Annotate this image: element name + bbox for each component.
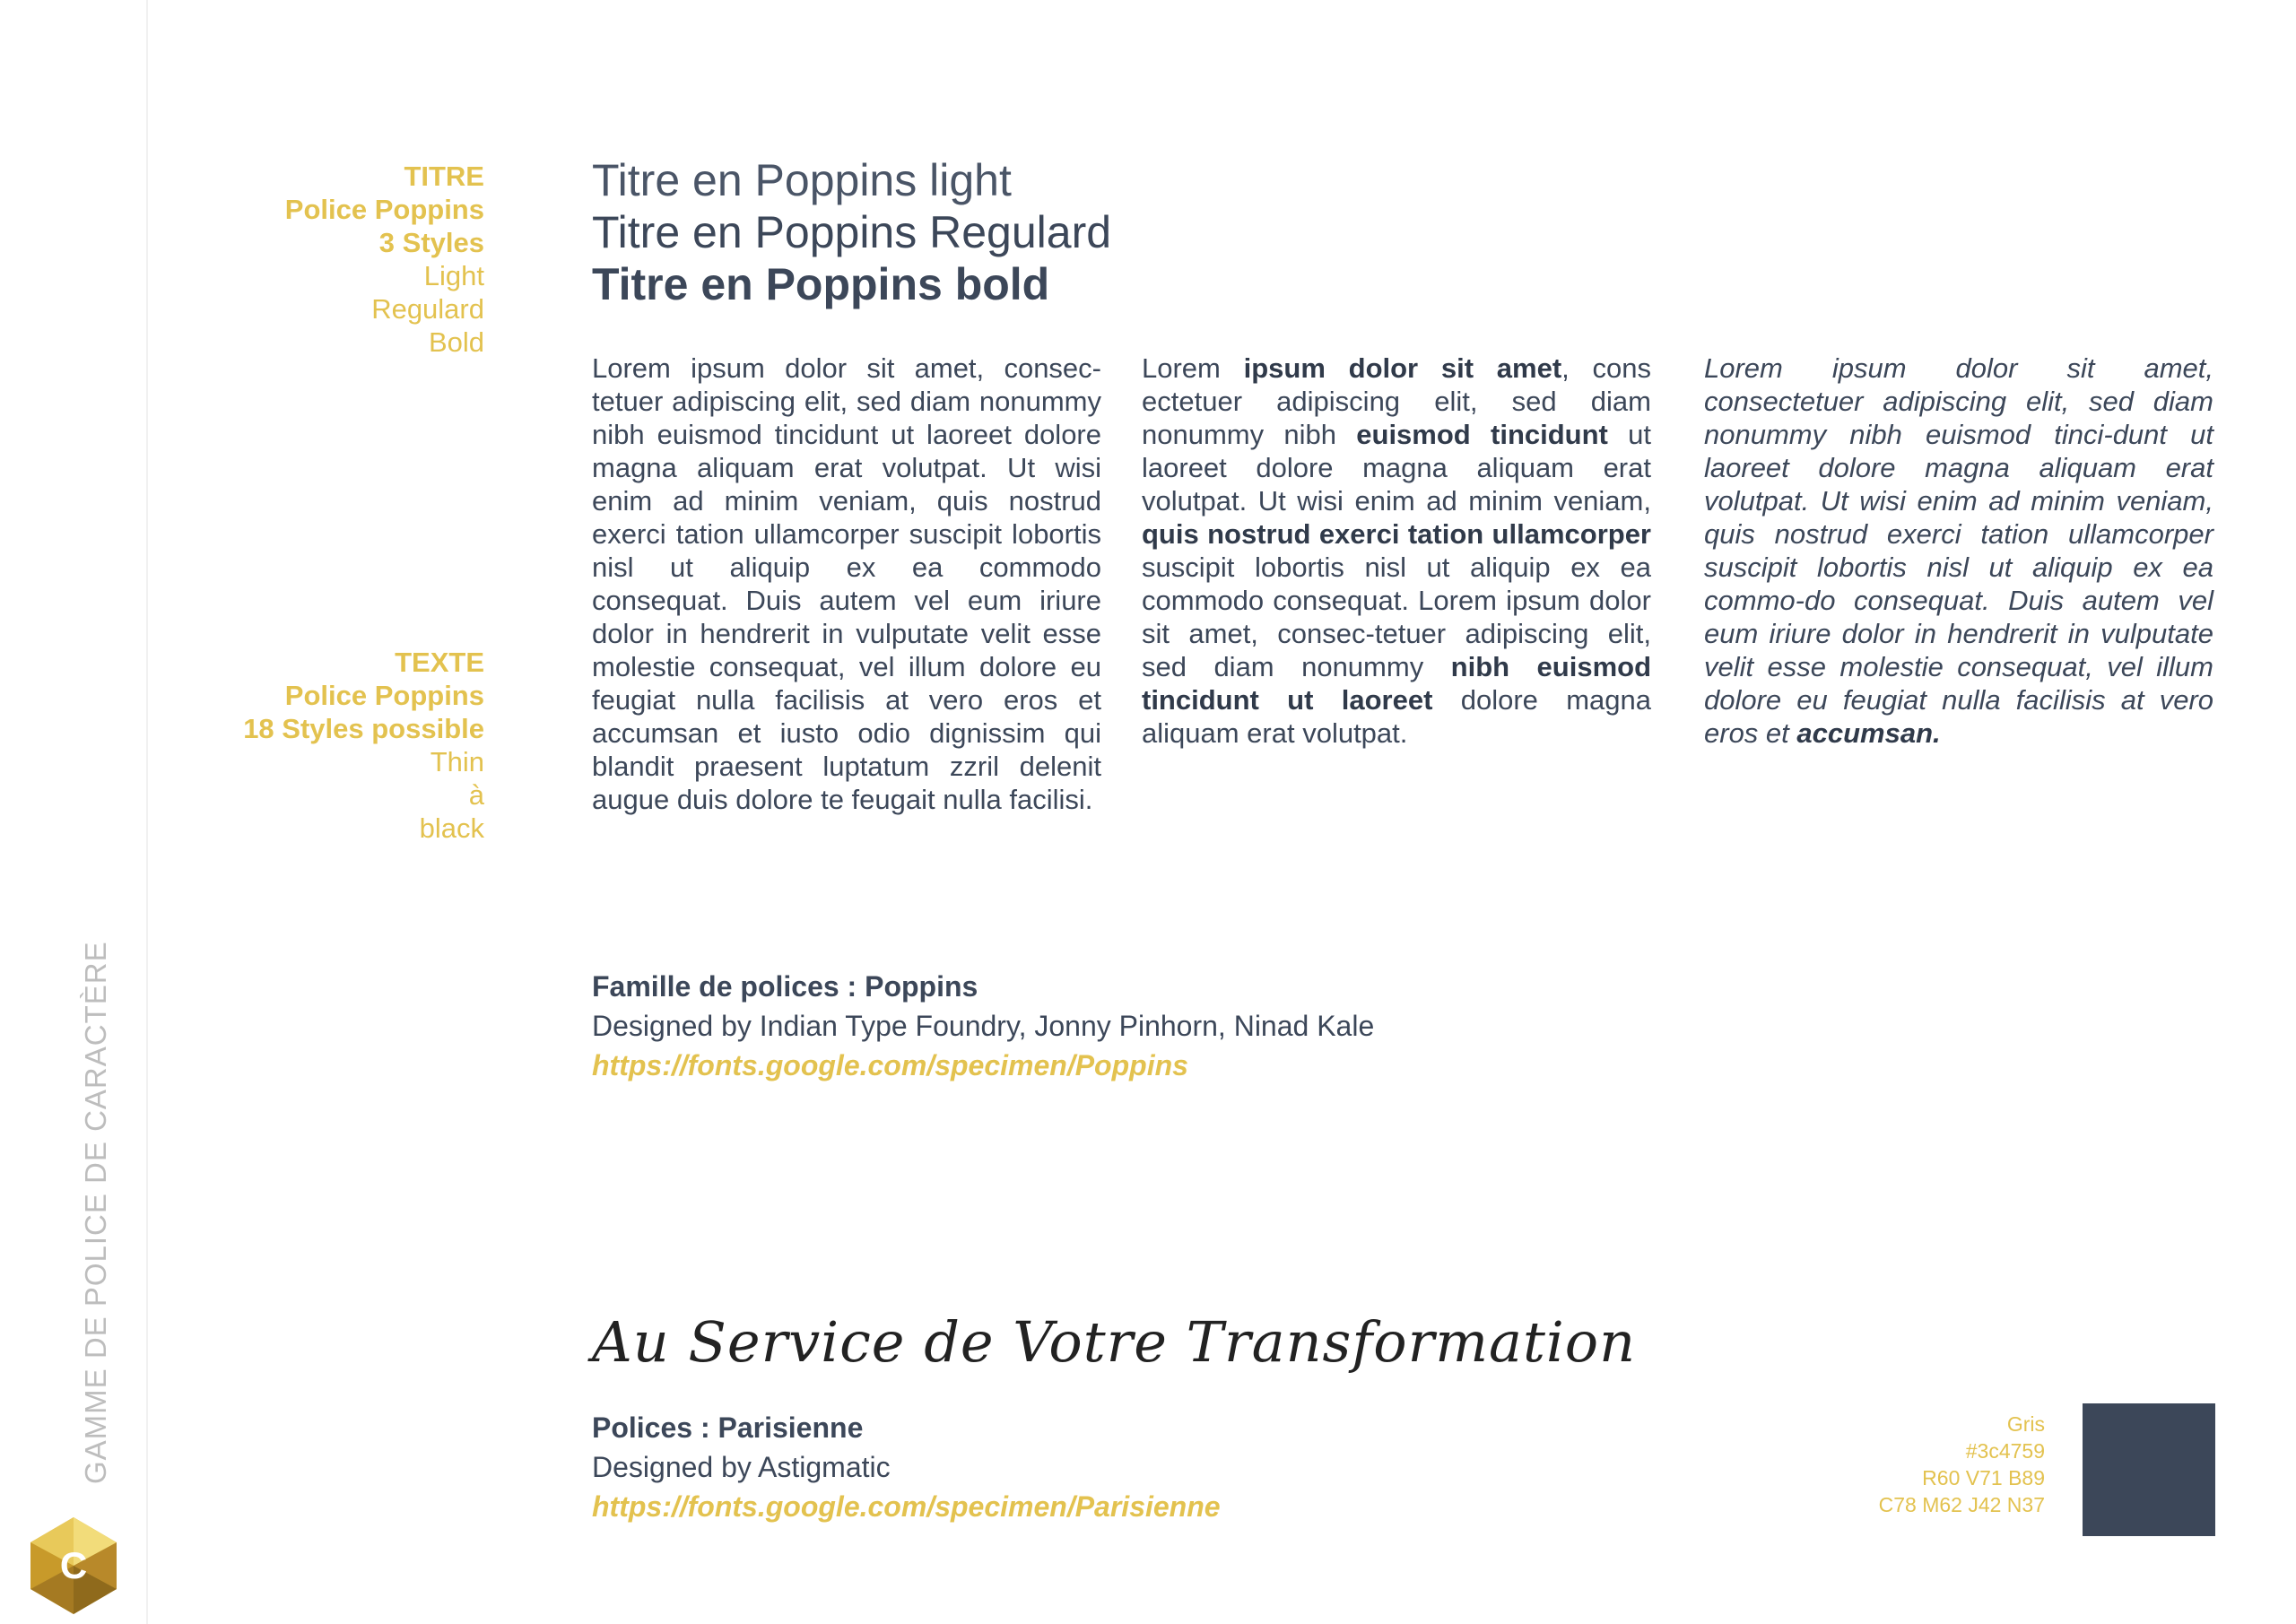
title-label: TITRE bbox=[404, 161, 484, 192]
section-vertical-label: GAMME DE POLICE DE CARACTÈRE bbox=[79, 941, 112, 1484]
bold-run: nibh euismod tincidunt ut laoreet bbox=[1142, 651, 1651, 716]
script-font-sample: Au Service de Votre Transformation bbox=[592, 1309, 1637, 1375]
poppins-designers: Designed by Indian Type Foundry, Jonny Pinhorn, Ninad Kale bbox=[592, 1010, 1375, 1042]
title-style-item: Regulard bbox=[371, 293, 484, 325]
body-text-column-3 bbox=[1704, 352, 2213, 750]
bold-run: accumsan. bbox=[1796, 717, 1941, 749]
poppins-link[interactable]: https://fonts.google.com/specimen/Poppins bbox=[592, 1049, 1188, 1081]
text-font-name: Police Poppins bbox=[284, 680, 484, 711]
sidebar-divider bbox=[146, 0, 148, 1624]
text-label: TEXTE bbox=[395, 647, 484, 678]
bold-run: quis nostrud exerci tation ullamcorper bbox=[1142, 518, 1651, 550]
parisienne-link[interactable]: https://fonts.google.com/specimen/Parisienne bbox=[592, 1490, 1221, 1523]
body-text-column-1: Lorem ipsum dolor sit amet, consec-tetuer adipiscing elit, sed diam nonummy nibh euismod tincidunt ut laoreet dolore magna aliquam erat volutpat. Ut wisi enim ad minim veniam, quis nostrud exerci tation ullamcorper suscipit lobortis nisl ut aliquip ex ea commodo consequat. Duis autem vel eum iriure dolor in hendrerit in vulputate velit esse molestie consequat, vel illum dolore eu feugiat nulla facilisis at vero eros et accumsan et iusto odio dignissim qui blandit praesent luptatum zzril delenit augue duis dolore te feugait nulla facilisi. bbox=[592, 352, 1101, 815]
title-font-labels bbox=[285, 160, 484, 359]
title-sample-bold: Titre en Poppins bold bbox=[592, 259, 1050, 309]
text-run: ut laoreet dolore magna aliquam erat volutpat. Ut wisi enim ad minim veniam, bbox=[1142, 419, 1652, 517]
color-name: Gris bbox=[2006, 1412, 2045, 1436]
text-run: , cons ectetuer adipiscing elit, sed diam nonummy nibh bbox=[1142, 352, 1651, 450]
text-font-labels bbox=[243, 646, 484, 845]
parisienne-heading: Polices : Parisienne bbox=[592, 1411, 864, 1444]
text-range-item: black bbox=[419, 812, 484, 844]
title-style-item: Light bbox=[423, 260, 484, 291]
title-font-name: Police Poppins bbox=[284, 194, 484, 225]
color-swatch bbox=[2083, 1403, 2215, 1536]
bold-run: ipsum dolor sit amet bbox=[1243, 352, 1562, 384]
body-text-column-2 bbox=[1142, 352, 1651, 750]
text-styles-count: 18 Styles possible bbox=[243, 713, 484, 744]
title-styles-count: 3 Styles bbox=[378, 227, 484, 258]
color-swatch-info bbox=[1879, 1411, 2045, 1518]
title-style-item: Bold bbox=[428, 326, 484, 358]
title-sample-light: Titre en Poppins light bbox=[592, 155, 1012, 205]
hexagon-logo-icon bbox=[23, 1515, 124, 1616]
bold-run: euismod tincidunt bbox=[1356, 419, 1608, 450]
title-sample-regular: Titre en Poppins Regulard bbox=[592, 207, 1112, 257]
color-rgb: R60 V71 B89 bbox=[1922, 1466, 2045, 1489]
text-range-item: Thin bbox=[430, 746, 484, 777]
text-run: Lorem bbox=[1142, 352, 1244, 384]
title-samples bbox=[592, 154, 1111, 310]
text-run: Lorem ipsum dolor sit amet, consectetuer adipiscing elit, sed diam nonummy nibh euismod tinci-dunt ut laoreet dolore magna aliquam erat volutpat. Ut wisi enim ad minim veniam, quis nostrud exerci tation ullamcorper suscipit lobortis nisl ut aliquip ex ea commo-do consequat. Duis autem vel eum iriure dolor in hendrerit in vulputate velit esse molestie consequat, vel illum dolore eu feugiat nulla facilisis at vero eros et bbox=[1704, 352, 2213, 749]
poppins-font-info bbox=[592, 967, 1374, 1085]
text-run: dolore magna aliquam erat volutpat. bbox=[1142, 684, 1651, 749]
logo-letter: C bbox=[59, 1544, 88, 1586]
text-run: suscipit lobortis nisl ut aliquip ex ea commodo consequat. Lorem ipsum dolor sit amet, consec-tetuer adipiscing elit, sed diam nonummy bbox=[1142, 551, 1651, 682]
parisienne-font-info bbox=[592, 1408, 1221, 1526]
color-cmyk: C78 M62 J42 N37 bbox=[1878, 1493, 2045, 1516]
color-hex: #3c4759 bbox=[1965, 1439, 2045, 1463]
parisienne-designers: Designed by Astigmatic bbox=[592, 1451, 891, 1483]
poppins-heading: Famille de polices : Poppins bbox=[592, 970, 978, 1003]
text-range-item: à bbox=[468, 779, 484, 811]
